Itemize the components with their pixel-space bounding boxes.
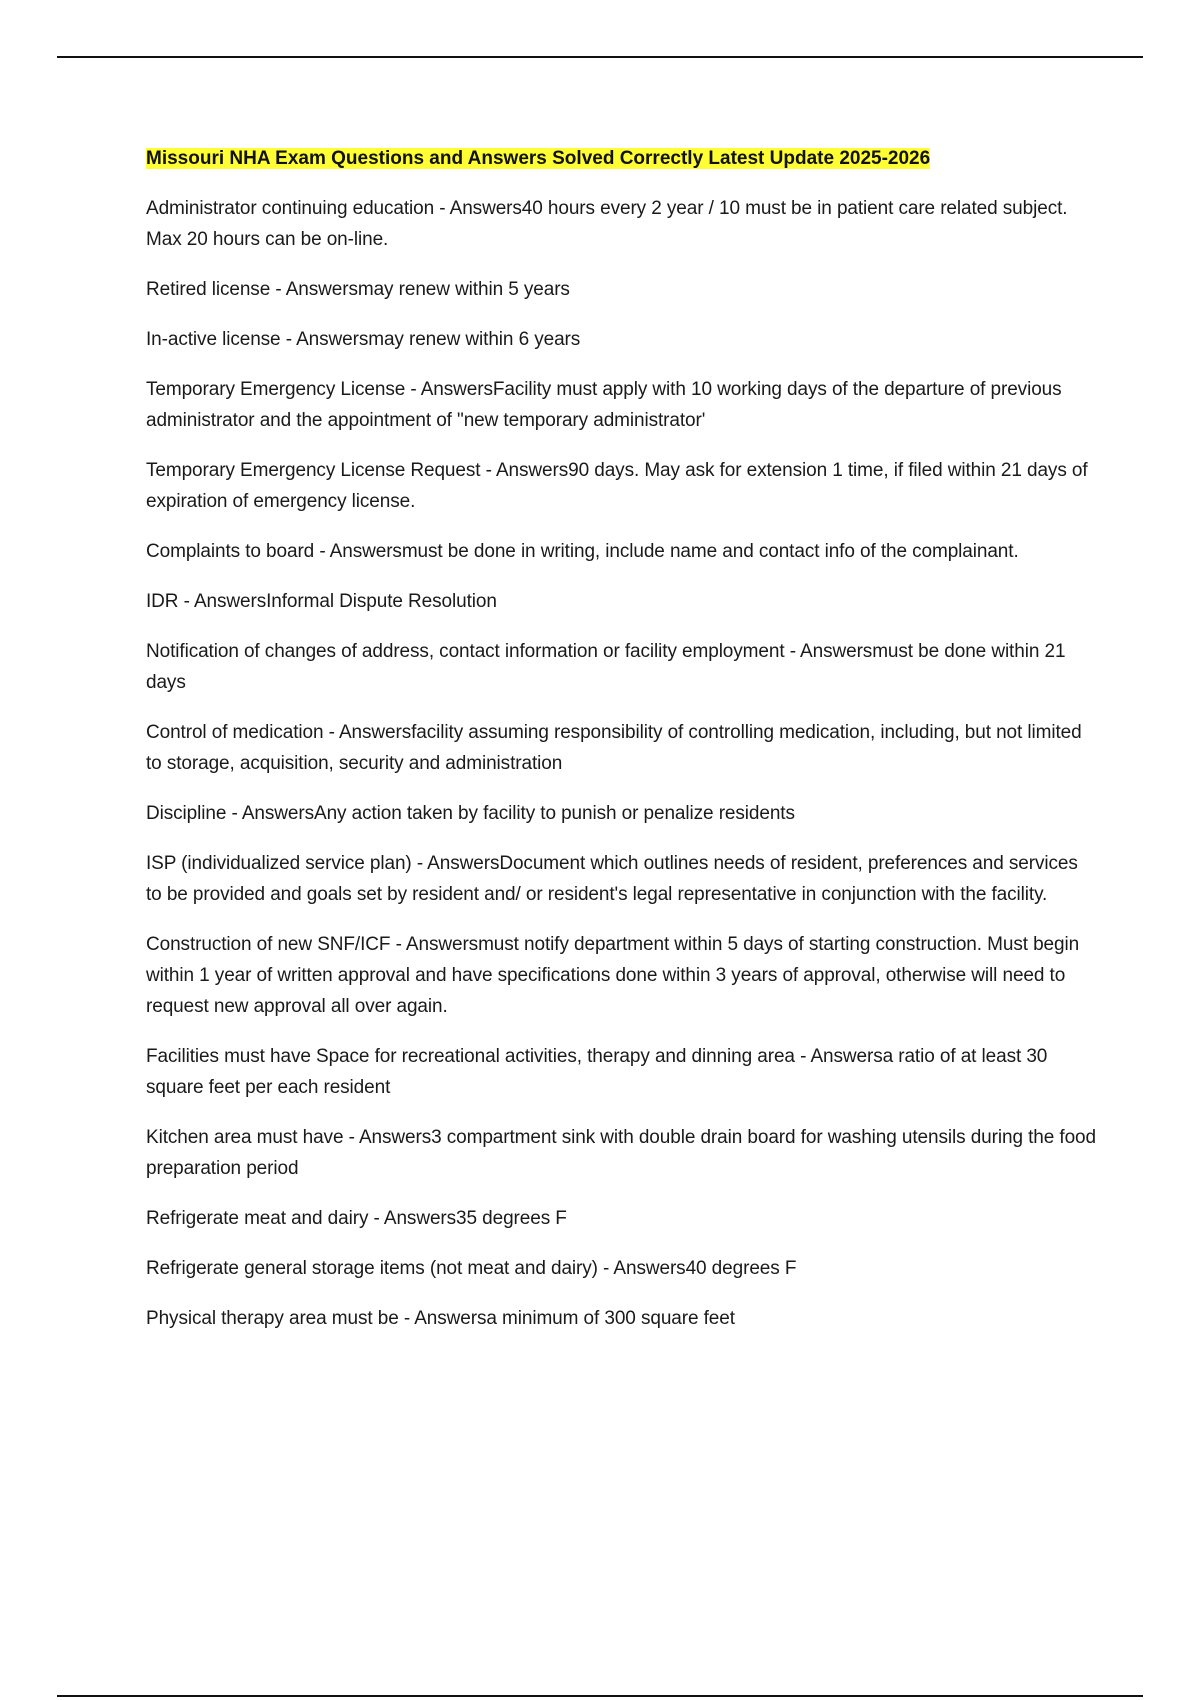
title-block [146, 145, 1096, 174]
qa-entry: Temporary Emergency License Request - Answers90 days. May ask for extension 1 time, if filed within 21 days of expiration of emergency license. [146, 460, 1088, 512]
qa-entry: Kitchen area must have - Answers3 compartment sink with double drain board for washing utensils during the food preparation period [146, 1127, 1096, 1179]
qa-entry: Complaints to board - Answersmust be done in writing, include name and contact info of the complainant. [146, 541, 1019, 562]
qa-entry: Discipline - AnswersAny action taken by facility to punish or penalize residents [146, 803, 795, 824]
qa-entry: Control of medication - Answersfacility assuming responsibility of controlling medication, including, but not limited to storage, acquisition, security and administration [146, 722, 1082, 774]
qa-entry: Notification of changes of address, contact information or facility employment - Answersmust be done within 21 days [146, 641, 1066, 693]
qa-entry: Administrator continuing education - Answers40 hours every 2 year / 10 must be in patient care related subject. Max 20 hours can be on-line. [146, 198, 1068, 250]
top-rule [57, 56, 1143, 58]
qa-entry: Facilities must have Space for recreational activities, therapy and dinning area - Answersa ratio of at least 30 square feet per each resident [146, 1046, 1048, 1098]
bottom-rule [57, 1695, 1143, 1697]
qa-entry: ISP (individualized service plan) - AnswersDocument which outlines needs of resident, preferences and services to be provided and goals set by resident and/ or resident's legal representative in conjunction with the facility. [146, 853, 1078, 905]
qa-entry: Refrigerate meat and dairy - Answers35 degrees F [146, 1208, 567, 1229]
document-body [146, 145, 1096, 1353]
qa-entry: Refrigerate general storage items (not meat and dairy) - Answers40 degrees F [146, 1258, 797, 1279]
qa-entry: IDR - AnswersInformal Dispute Resolution [146, 591, 497, 612]
qa-entry: Construction of new SNF/ICF - Answersmust notify department within 5 days of starting construction. Must begin within 1 year of written approval and have specifications done within 3 years of approval, otherwise will need to request new approval all over again. [146, 934, 1080, 1017]
qa-entry: Temporary Emergency License - AnswersFacility must apply with 10 working days of the departure of previous administrator and the appointment of "new temporary administrator' [146, 379, 1062, 431]
qa-entry: In-active license - Answersmay renew within 6 years [146, 329, 581, 350]
qa-entry: Physical therapy area must be - Answersa minimum of 300 square feet [146, 1308, 735, 1329]
qa-entry: Retired license - Answersmay renew within 5 years [146, 279, 570, 300]
document-title: Missouri NHA Exam Questions and Answers Solved Correctly Latest Update 2025-2026 [146, 148, 931, 169]
